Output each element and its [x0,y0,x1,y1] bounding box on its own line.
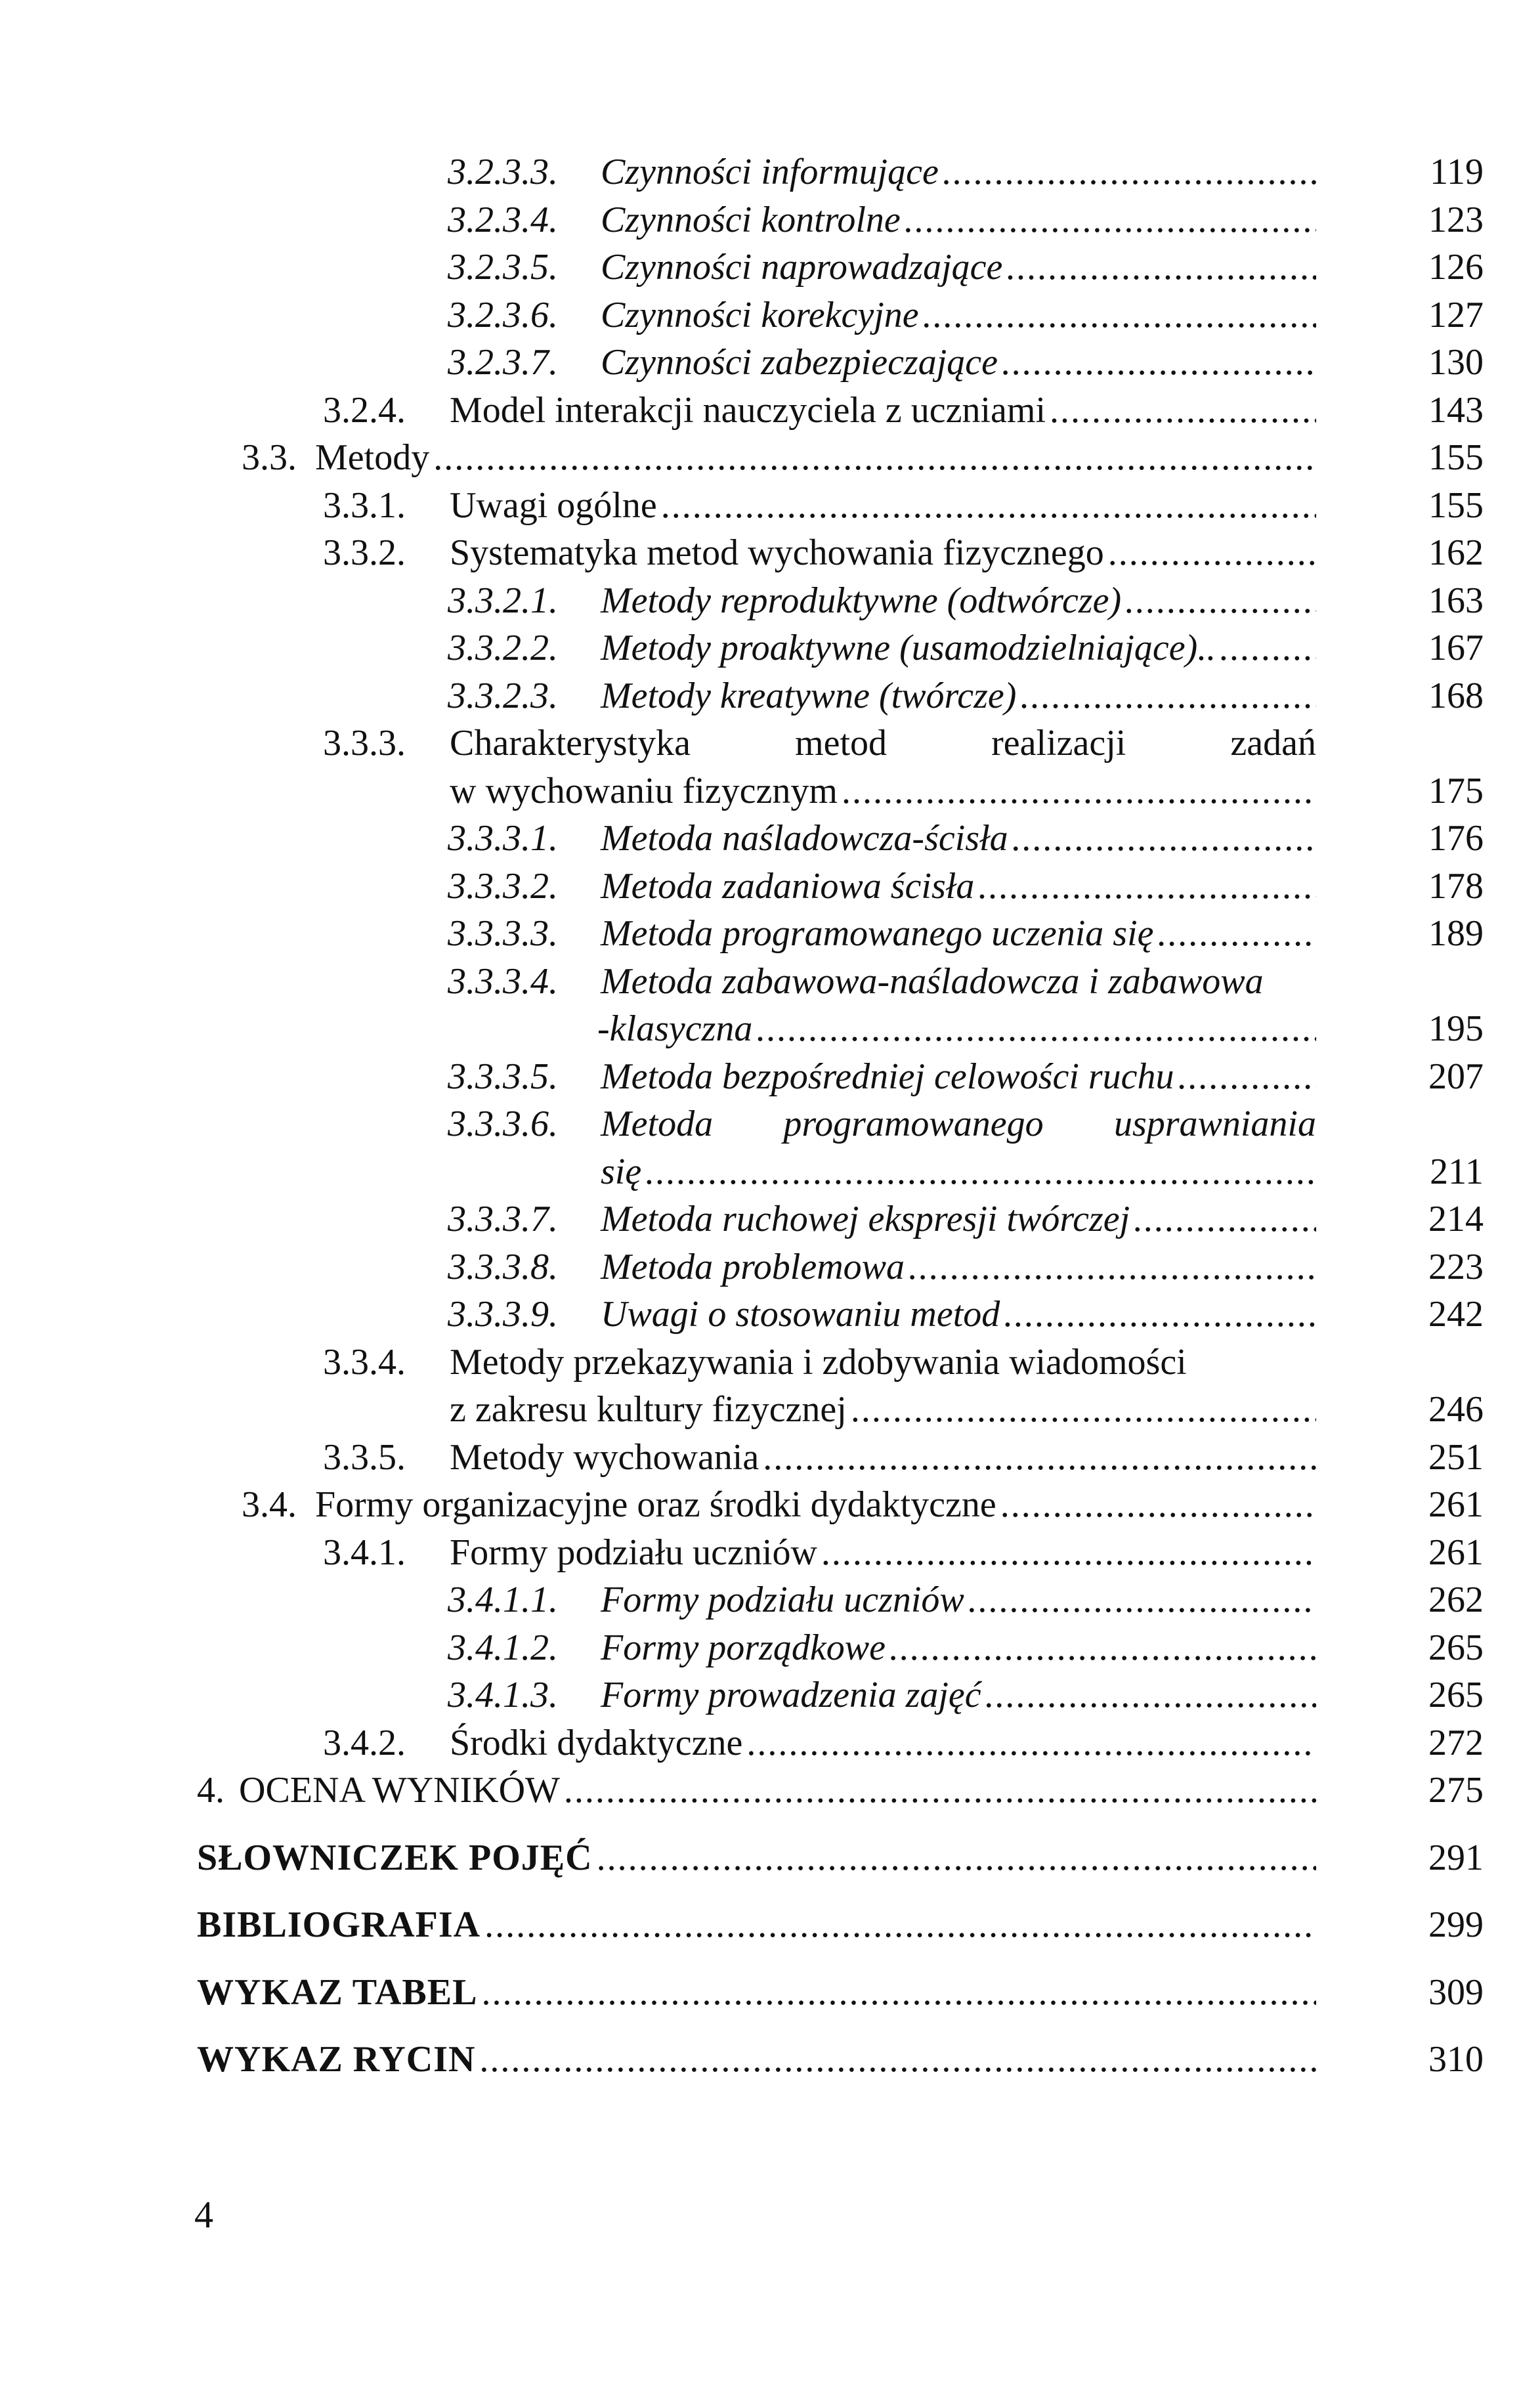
entry-title: Metoda programowanego uczenia się [601,913,1154,954]
entry-page: 265 [1428,1675,1484,1715]
entry-title: Czynności kontrolne [601,199,901,240]
entry-number: 3.3.3. [323,723,406,763]
toc-entry [197,1053,1484,1101]
title-word: realizacji [991,723,1126,763]
entry-number: 3.3.3.9. [448,1294,558,1335]
toc-entry [197,1243,1484,1291]
entry-title: w wychowaniu fizycznym [450,770,838,811]
entry-page: 119 [1430,152,1484,192]
entry-title: Model interakcji nauczyciela z uczniami [450,389,1046,431]
toc-entry [197,720,1484,767]
leader-dots [479,2036,1316,2084]
toc-entry [197,1481,1484,1529]
entry-title: Formy podziału uczniów [601,1579,964,1620]
entry-page: 251 [1428,1436,1484,1478]
entry-page: 130 [1428,342,1484,383]
leader-dots [481,1969,1316,2017]
entry-title: Formy podziału uczniów [450,1532,817,1573]
entry-number: 3.3.3.7. [448,1199,558,1239]
entry-title: Czynności naprowadzające [601,247,1003,288]
entry-page: 155 [1428,437,1484,478]
leader-dots [1006,244,1316,291]
page-number: 4 [194,2193,213,2236]
toc-entry [197,1576,1484,1624]
toc-entry [197,863,1484,911]
toc-entry [197,1291,1484,1339]
leader-dots [597,1834,1316,1882]
toc-entry [197,529,1484,577]
entry-title: SŁOWNICZEK POJĘĆ [197,1837,593,1878]
entry-number: 3.4.1. [323,1532,406,1573]
entry-title: Czynności informujące [601,152,939,192]
entry-number: 3.3.2.3. [448,675,558,716]
toc-entry [197,291,1484,339]
entry-page: 272 [1428,1722,1484,1763]
entry-page: 155 [1428,484,1484,526]
entry-page: 214 [1428,1199,1484,1239]
entry-page: 211 [1430,1151,1484,1192]
entry-number: 3.3.2. [323,532,406,573]
entry-title: Czynności korekcyjne [601,294,919,335]
entry-title: Metody [315,437,430,478]
toc-entry-continuation [197,767,1484,815]
leader-dots [985,1671,1316,1719]
leader-dots [978,863,1316,911]
entry-page: 126 [1428,247,1484,288]
toc-entry [197,148,1484,196]
entry-page: 275 [1428,1770,1484,1811]
leader-dots [1134,1195,1316,1243]
entry-page: 265 [1428,1627,1484,1668]
toc-entry [197,1624,1484,1672]
entry-page: 167 [1428,628,1484,668]
entry-page: 175 [1428,770,1484,811]
leader-dots [1004,1291,1316,1339]
entry-title: BIBLIOGRAFIA [197,1904,481,1945]
leader-dots [842,767,1316,815]
leader-dots [821,1529,1316,1577]
toc-entry-continuation [197,1005,1484,1053]
entry-title: WYKAZ RYCIN [197,2039,476,2080]
entry-title: Metoda problemowa [601,1246,905,1287]
entry-title-line1: Metody przekazywania i zdobywania wiadomości [450,1341,1187,1383]
toc-entry-continuation [197,1386,1484,1434]
toc-entry [197,577,1484,625]
entry-number: 4. [197,1770,225,1811]
entry-number: 3.3.3.5. [448,1056,558,1097]
entry-number: 3.3.5. [323,1436,406,1478]
leader-dots [1012,815,1316,863]
entry-number: 3.2.3.7. [448,342,558,383]
leader-dots [1020,672,1316,720]
entry-number: 3.3.3.8. [448,1246,558,1287]
toc-entry [197,1719,1484,1767]
entry-title-line1 [450,720,1316,767]
leader-dots [1178,1053,1316,1101]
leader-dots [661,482,1316,530]
leader-dots [1050,387,1316,435]
entry-number: 3.4.2. [323,1722,406,1763]
title-word: usprawniania [1113,1104,1316,1144]
toc-entry [197,1834,1484,1882]
entry-number: 3.2.3.5. [448,247,558,288]
entry-page: 242 [1428,1294,1484,1335]
toc-entry [197,482,1484,530]
entry-page: 163 [1428,580,1484,621]
toc-entry [197,1529,1484,1577]
entry-number: 3.3.1. [323,484,406,526]
entry-page: 178 [1428,865,1484,907]
entry-title: Formy organizacyjne oraz środki dydaktyczne [315,1484,996,1525]
entry-page: 123 [1428,199,1484,240]
entry-number: 3.3.2.1. [448,580,558,621]
leader-dots [889,1624,1316,1672]
entry-title: WYKAZ TABEL [197,1971,478,2013]
leader-dots [433,434,1316,482]
entry-page: 223 [1428,1246,1484,1287]
leader-dots [905,196,1316,244]
entry-title: Czynności zabezpieczające [601,342,998,383]
entry-page: 309 [1428,1971,1484,2013]
toc-entry [197,2036,1484,2084]
leader-dots [484,1901,1316,1949]
title-word: metod [795,723,888,763]
toc-entry [197,1339,1484,1386]
leader-dots [968,1576,1316,1624]
leader-dots [645,1148,1316,1196]
entry-title: -klasyczna [597,1008,753,1049]
entry-page: 127 [1428,294,1484,335]
leader-dots [1125,577,1316,625]
entry-title-line1: Metoda zabawowa-naśladowcza i zabawowa [601,960,1264,1002]
title-word: programowanego [783,1104,1044,1144]
leader-dots [763,1434,1316,1482]
entry-number: 3.4. [242,1484,297,1525]
entry-number: 3.4.1.1. [448,1579,558,1620]
entry-title: Uwagi o stosowaniu metod [601,1294,1000,1335]
toc-entry [197,434,1484,482]
toc-entry [197,196,1484,244]
entry-page: 262 [1428,1579,1484,1620]
entry-page: 299 [1428,1904,1484,1945]
entry-number: 3.3. [242,437,297,478]
entry-title: Metody wychowania [450,1436,759,1478]
entry-number: 3.2.3.3. [448,152,558,192]
leader-dots [1220,624,1316,672]
entry-number: 3.2.3.6. [448,294,558,335]
toc-entry [197,1969,1484,2017]
toc-entry [197,1901,1484,1949]
entry-page: 195 [1428,1008,1484,1049]
leader-dots [1002,339,1316,387]
entry-title: Uwagi ogólne [450,484,657,526]
leader-dots [746,1719,1316,1767]
entry-title: Formy porządkowe [601,1627,886,1668]
entry-number: 3.3.3.3. [448,913,558,954]
entry-title: Metody reproduktywne (odtwórcze) [601,580,1122,621]
entry-page: 168 [1428,675,1484,716]
entry-title: Metoda ruchowej ekspresji twórczej [601,1199,1130,1239]
entry-title: OCENA WYNIKÓW [239,1770,560,1811]
toc-entry [197,672,1484,720]
toc-entry [197,1671,1484,1719]
entry-page: 291 [1428,1837,1484,1878]
entry-page: 176 [1428,818,1484,859]
entry-page: 310 [1428,2039,1484,2080]
toc-entry [197,958,1484,1006]
entry-title: się [601,1151,642,1192]
entry-page: 261 [1428,1484,1484,1525]
entry-title: Środki dydaktyczne [450,1722,743,1763]
leader-dots [564,1767,1316,1815]
entry-title: Metoda bezpośredniej celowości ruchu [601,1056,1174,1097]
entry-page: 246 [1428,1389,1484,1430]
toc-entry [197,815,1484,863]
toc-entry [197,624,1484,672]
toc-entry-continuation [197,1148,1484,1196]
entry-title: z zakresu kultury fizycznej [450,1389,847,1430]
entry-page: 143 [1428,389,1484,431]
toc-entry [197,339,1484,387]
entry-number: 3.2.3.4. [448,199,558,240]
title-word: Charakterystyka [450,723,691,763]
leader-dots [923,291,1316,339]
entry-number: 3.3.3.2. [448,865,558,907]
entry-number: 3.3.3.4. [448,960,558,1002]
leader-dots [943,148,1316,196]
entry-number: 3.4.1.2. [448,1627,558,1668]
leader-dots [1108,529,1316,577]
entry-title: Formy prowadzenia zajęć [601,1675,981,1715]
entry-title: Metody proaktywne (usamodzielniające).. [601,628,1216,668]
toc-entry [197,1100,1484,1148]
leader-dots [756,1005,1316,1053]
toc-entry [197,387,1484,435]
leader-dots [851,1386,1316,1434]
leader-dots [909,1243,1316,1291]
entry-number: 3.2.4. [323,389,406,431]
entry-page: 189 [1428,913,1484,954]
leader-dots [1000,1481,1316,1529]
entry-page: 207 [1428,1056,1484,1097]
entry-title: Systematyka metod wychowania fizycznego [450,532,1104,573]
entry-title: Metoda zadaniowa ścisła [601,865,975,907]
entry-page: 162 [1428,532,1484,573]
entry-number: 3.3.3.6. [448,1104,558,1144]
toc-entry [197,1767,1484,1815]
entry-number: 3.3.2.2. [448,628,558,668]
entry-title: Metody kreatywne (twórcze) [601,675,1017,716]
title-word: Metoda [601,1104,714,1144]
toc-entry [197,910,1484,958]
entry-number: 3.3.4. [323,1341,406,1383]
toc-entry [197,244,1484,291]
title-word: zadań [1230,723,1316,763]
entry-number: 3.3.3.1. [448,818,558,859]
entry-page: 261 [1428,1532,1484,1573]
leader-dots [1158,910,1317,958]
toc-entry [197,1195,1484,1243]
entry-title-line1 [601,1100,1316,1148]
entry-number: 3.4.1.3. [448,1675,558,1715]
toc-entry [197,1434,1484,1482]
entry-title: Metoda naśladowcza-ścisła [601,818,1008,859]
table-of-contents [197,148,1484,2084]
